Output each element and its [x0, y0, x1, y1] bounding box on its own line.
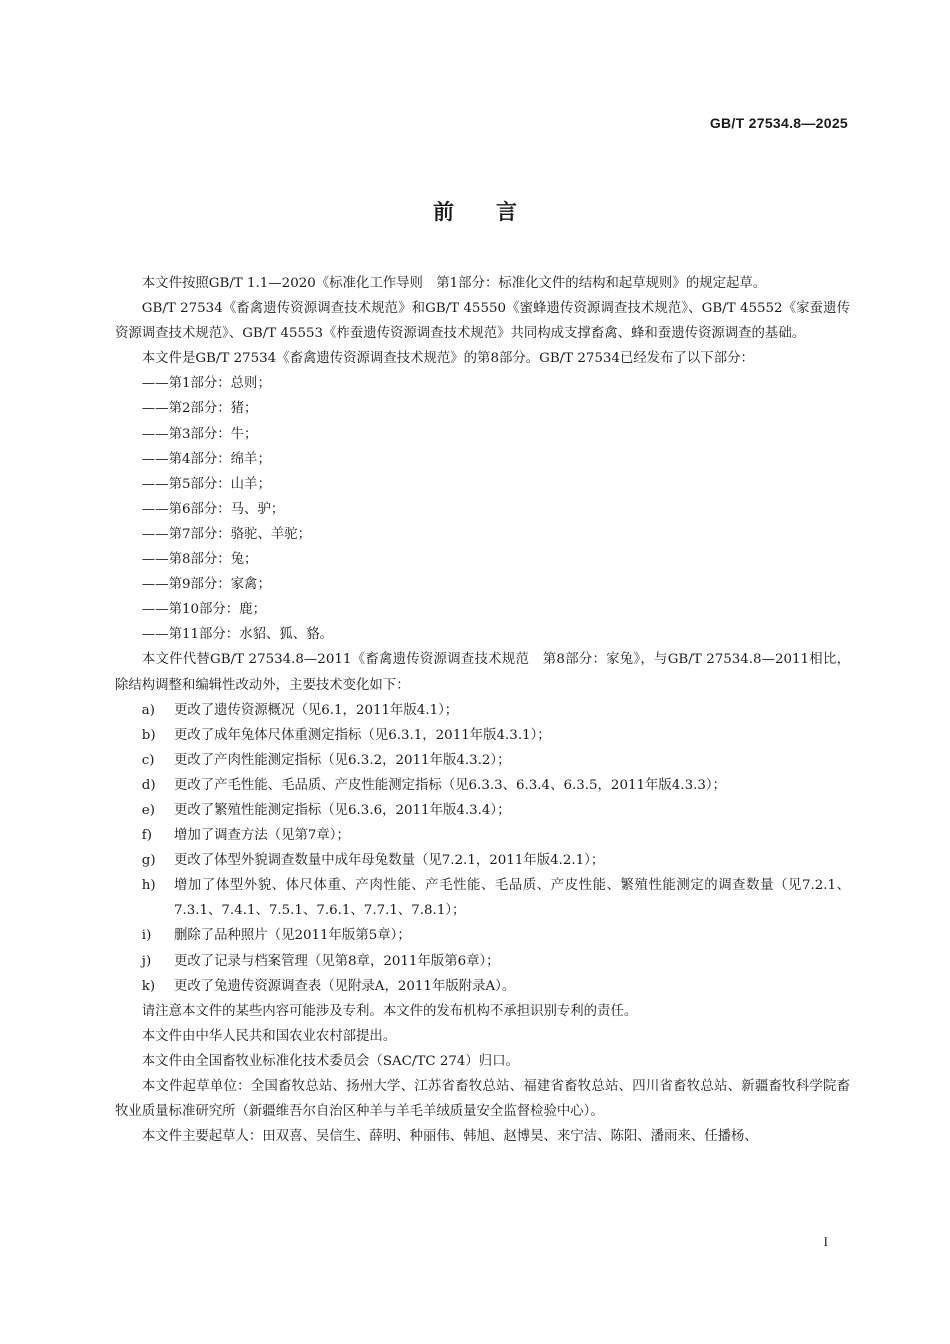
paragraph-drafters: 本文件主要起草人：田双喜、吴信生、薛明、种丽伟、韩旭、赵博昊、来宁洁、陈阳、潘雨来、任播杨、 [141, 1129, 758, 1145]
list-marker: j) [141, 953, 152, 969]
list-item: —— 第7部分：骆驼、羊驼； [115, 522, 850, 547]
list-text: 更改了繁殖性能测定指标（见6.3.6，2011年版4.3.4）； [173, 802, 511, 818]
list-item: —— 第4部分：绵羊； [115, 447, 850, 472]
list-text: 更改了产毛性能、毛品质、产皮性能测定指标（见6.3.3、6.3.4、6.3.5，2011年版4.3.3）； [173, 777, 726, 793]
list-item: —— 第9部分：家禽； [115, 572, 850, 597]
list-text: 更改了兔遗传资源调查表（见附录A，2011年版附录A）。 [173, 978, 516, 994]
paragraph-drafting-rules: 本文件按照GB/T 1.1—2020《标准化工作导则 第1部分：标准化文件的结构和起草规则》的规定起草。 [141, 276, 767, 291]
parts-list [115, 371, 850, 647]
paragraph-patent-notice: 请注意本文件的某些内容可能涉及专利。本文件的发布机构不承担识别专利的责任。 [141, 1003, 638, 1019]
list-text: 删除了品种照片（见2011年版第5章）； [173, 928, 411, 944]
list-text: 更改了记录与档案管理（见第8章，2011年版第6章）； [173, 953, 500, 969]
changes-list [115, 698, 850, 999]
list-marker: a) [141, 702, 156, 718]
paragraph-related-standards: GB/T 27534《畜禽遗传资源调查技术规范》和GB/T 45550《蜜蜂遗传资源调查技术规范》、GB/T 45552《家蚕遗传资源调查技术规范》、GB/T 45553《柞蚕遗传资源调查技术规范》共同构成支撑畜禽、蜂和蚕遗传资源调查的基础。 [115, 301, 850, 342]
list-item: —— 第3部分：牛； [115, 422, 850, 447]
list-marker: f) [141, 828, 152, 844]
document-body [115, 271, 850, 1149]
list-marker: k) [141, 978, 156, 994]
list-item: —— 第6部分：马、驴； [115, 497, 850, 522]
page-number: I [823, 1234, 828, 1249]
paragraph-drafting-units: 本文件起草单位：全国畜牧总站、扬州大学、江苏省畜牧总站、福建省畜牧总站、四川省畜牧总站、新疆畜牧科学院畜牧业质量标准研究所（新疆维吾尔自治区种羊与羊毛羊绒质量安全监督检验中心）。 [115, 1079, 850, 1120]
list-item [115, 974, 850, 999]
list-item: —— 第11部分：水貂、狐、貉。 [115, 622, 850, 647]
paragraph-committee: 本文件由全国畜牧业标准化技术委员会（SAC/TC 274）归口。 [141, 1053, 519, 1069]
list-marker: i) [141, 928, 152, 944]
paragraph-replacement: 本文件代替GB/T 27534.8—2011《畜禽遗传资源调查技术规范 第8部分：家兔》，与GB/T 27534.8—2011相比，除结构调整和编辑性改动外，主要技术变化如下： [115, 652, 850, 693]
list-item [115, 798, 850, 823]
list-marker: d) [141, 777, 156, 793]
list-marker: e) [141, 802, 155, 818]
list-text: 更改了成年兔体尺体重测定指标（见6.3.1，2011年版4.3.1）； [173, 727, 551, 743]
list-item [115, 848, 850, 873]
list-item [115, 773, 850, 798]
list-text: 更改了遗传资源概况（见6.1，2011年版4.1）； [173, 702, 459, 718]
list-item [115, 949, 850, 974]
paragraph-proposer: 本文件由中华人民共和国农业农村部提出。 [141, 1028, 397, 1044]
list-text: 增加了体型外貌、体尺体重、产肉性能、产毛性能、毛品质、产皮性能、繁殖性能测定的调查数量（见7.2.1、7.3.1、7.4.1、7.5.1、7.6.1、7.7.1、7.8.1）； [173, 878, 850, 919]
list-item: —— 第10部分：鹿； [115, 597, 850, 622]
paragraph-series-parts: 本文件是GB/T 27534《畜禽遗传资源调查技术规范》的第8部分。GB/T 27534已经发布了以下部分： [141, 351, 754, 367]
list-text: 增加了调查方法（见第7章）； [173, 828, 350, 844]
list-marker: h) [141, 878, 156, 894]
page-title: 前 言 [433, 200, 517, 224]
list-marker: g) [141, 853, 156, 869]
list-item: —— 第1部分：总则； [115, 371, 850, 396]
list-item [115, 873, 850, 923]
list-text: 更改了体型外貌调查数量中成年母兔数量（见7.2.1，2011年版4.2.1）； [173, 853, 605, 869]
document-number: GB/T 27534.8—2025 [709, 115, 848, 131]
list-item [115, 723, 850, 748]
list-text: 更改了产肉性能测定指标（见6.3.2，2011年版4.3.2）； [173, 752, 511, 768]
list-marker: c) [141, 752, 155, 768]
list-item [115, 823, 850, 848]
list-item: —— 第2部分：猪； [115, 396, 850, 421]
list-item [115, 748, 850, 773]
list-item: —— 第8部分：兔； [115, 547, 850, 572]
list-item [115, 923, 850, 948]
list-marker: b) [141, 727, 156, 743]
list-item [115, 698, 850, 723]
list-item: —— 第5部分：山羊； [115, 472, 850, 497]
